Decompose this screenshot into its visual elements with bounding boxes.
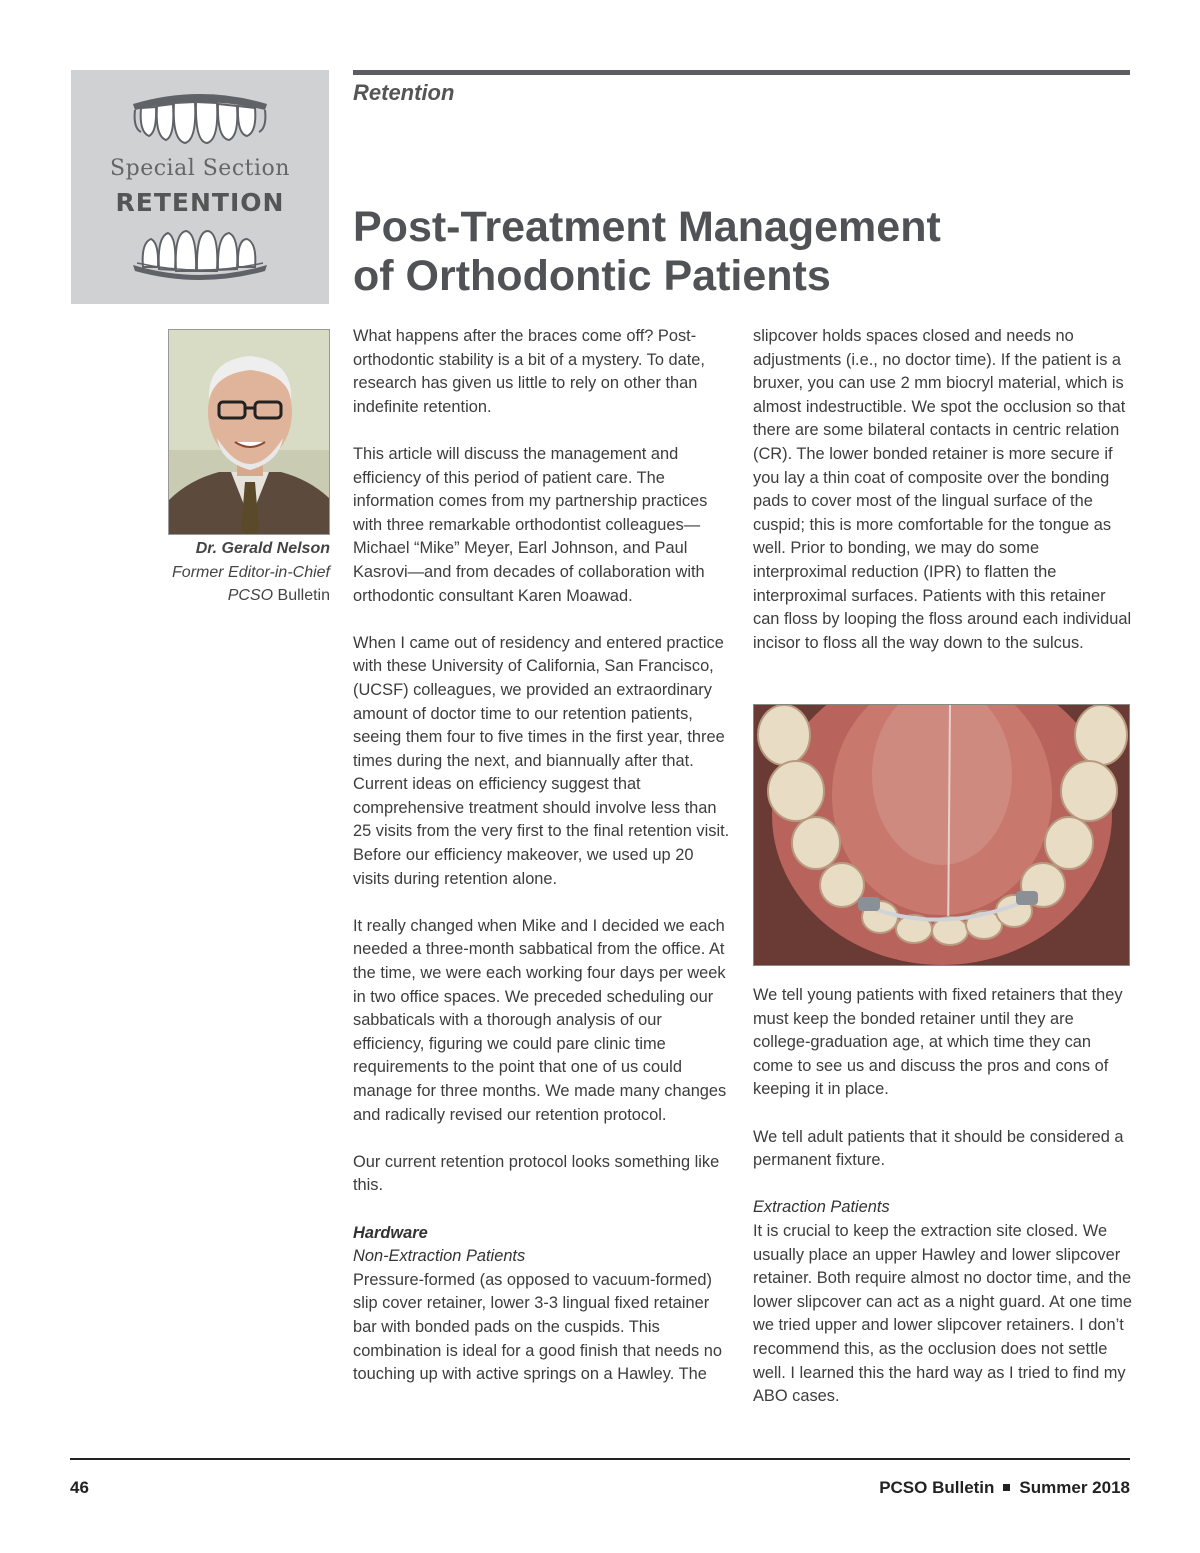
- section-name-label: RETENTION: [115, 188, 285, 217]
- paragraph-adult-patients: We tell adult patients that it should be considered a permanent fixture.: [753, 1127, 1124, 1170]
- paragraph-protocol-intro: Our current retention protocol looks something like this.: [353, 1152, 720, 1195]
- author-caption: [120, 537, 330, 608]
- paragraph-sabbatical: It really changed when Mike and I decided we each needed a three-month sabbatical from the office. At the time, we were each working four days per week in two office spaces. We preceded scheduling our sabbaticals with a thorough analysis of our efficiency, figuring we could pare clinic time requirements to the point that one of us could manage for three months. We made many changes and radically revised our retention protocol.: [353, 916, 727, 1124]
- subhead-extraction: Extraction Patients: [753, 1198, 890, 1217]
- footer-rule: [70, 1458, 1130, 1460]
- paragraph-non-extraction: Pressure-formed (as opposed to vacuum-formed) slip cover retainer, lower 3-3 lingual fixed retainer bar with bonded pads on the cuspids. This combination is ideal for a good finish that needs no touching up with active springs on a Hawley. The: [353, 1270, 723, 1384]
- author-name: Dr. Gerald Nelson: [195, 540, 330, 557]
- article-column-2-bottom: [753, 984, 1133, 1409]
- special-section-badge: [71, 70, 329, 304]
- paragraph-extraction: It is crucial to keep the extraction site closed. We usually place an upper Hawley and lower slipcover retainer. Both require almost no doctor time, and the lower slipcover can act as a night guard. At one time we tried upper and lower slipcover retainers. I don’t recommend this, as the occlusion does not settle well. I learned this the hard way as I tried to find my ABO cases.: [753, 1221, 1133, 1406]
- header-rule: [353, 70, 1130, 75]
- author-portrait: [168, 329, 330, 535]
- author-publication-rest: Bulletin: [273, 587, 330, 605]
- special-section-label: Special Section: [110, 156, 290, 181]
- footer-publication: PCSO Bulletin: [879, 1478, 995, 1497]
- paragraph-intro: What happens after the braces come off? Post-orthodontic stability is a bit of a mystery. To date, research has given us little to rely on other than indefinite retention.: [353, 327, 705, 416]
- title-line-1: Post-Treatment Management: [353, 203, 941, 251]
- paragraph-article-scope: This article will discuss the management and efficiency of this period of patient care. The information comes from my partnership practices with three remarkable orthodontist colleagues—Michael “Mike” Meyer, Earl Johnson, and Paul Kasrovi—and from decades of collaboration with orthodontic consultant Karen Moawad.: [353, 444, 708, 605]
- lower-teeth-icon: [129, 227, 271, 285]
- author-publication-italic: PCSO: [227, 587, 274, 605]
- footer-publication-info: [879, 1478, 1130, 1498]
- footer-issue: Summer 2018: [1019, 1478, 1130, 1497]
- page-number: 46: [70, 1478, 89, 1497]
- author-publication: [120, 584, 330, 608]
- footer-separator: [1003, 1484, 1010, 1491]
- paragraph-slipcover: slipcover holds spaces closed and needs no adjustments (i.e., no doctor time). If the patient is a bruxer, you can use 2 mm biocryl material, which is almost indestructible. We spot the occlusion so that there are some bilateral contacts in centric relation (CR). The lower bonded retainer is more secure if you lay a thin coat of composite over the bonding pads to cover most of the lingual surface of the cuspid; this is more comfortable for the tongue as well. Prior to bonding, we may do some interproximal reduction (IPR) to flatten the interproximal surfaces. Patients with this retainer can floss by looping the floss around each individual incisor to floss all the way down to the sulcus.: [753, 327, 1132, 652]
- paragraph-residency: When I came out of residency and entered practice with these University of California, San Francisco, (UCSF) colleagues, we provided an extraordinary amount of doctor time to our retention patients, seeing them four to five times in the first year, three times during the next, and biannually after that. Current ideas on efficiency suggest that comprehensive treatment should involve less than 25 visits from the very first to the final retention visit. Before our efficiency makeover, we used up 20 visits during retention alone.: [353, 633, 730, 888]
- subhead-hardware: Hardware: [353, 1223, 428, 1242]
- title-line-2: of Orthodontic Patients: [353, 252, 831, 300]
- article-title: [353, 203, 1113, 301]
- article-column-2-top: [753, 325, 1133, 655]
- lower-arch-retainer-photo: [753, 704, 1130, 966]
- upper-teeth-icon: [129, 88, 271, 146]
- section-kicker: Retention: [353, 80, 455, 105]
- article-column-1: [353, 325, 733, 1387]
- paragraph-young-patients: We tell young patients with fixed retainers that they must keep the bonded retainer until they are college-graduation age, at which time they can come to see us and discuss the pros and cons of keeping it in place.: [753, 986, 1123, 1099]
- subhead-non-extraction: Non-Extraction Patients: [353, 1247, 526, 1266]
- author-role: Former Editor-in-Chief: [172, 563, 330, 581]
